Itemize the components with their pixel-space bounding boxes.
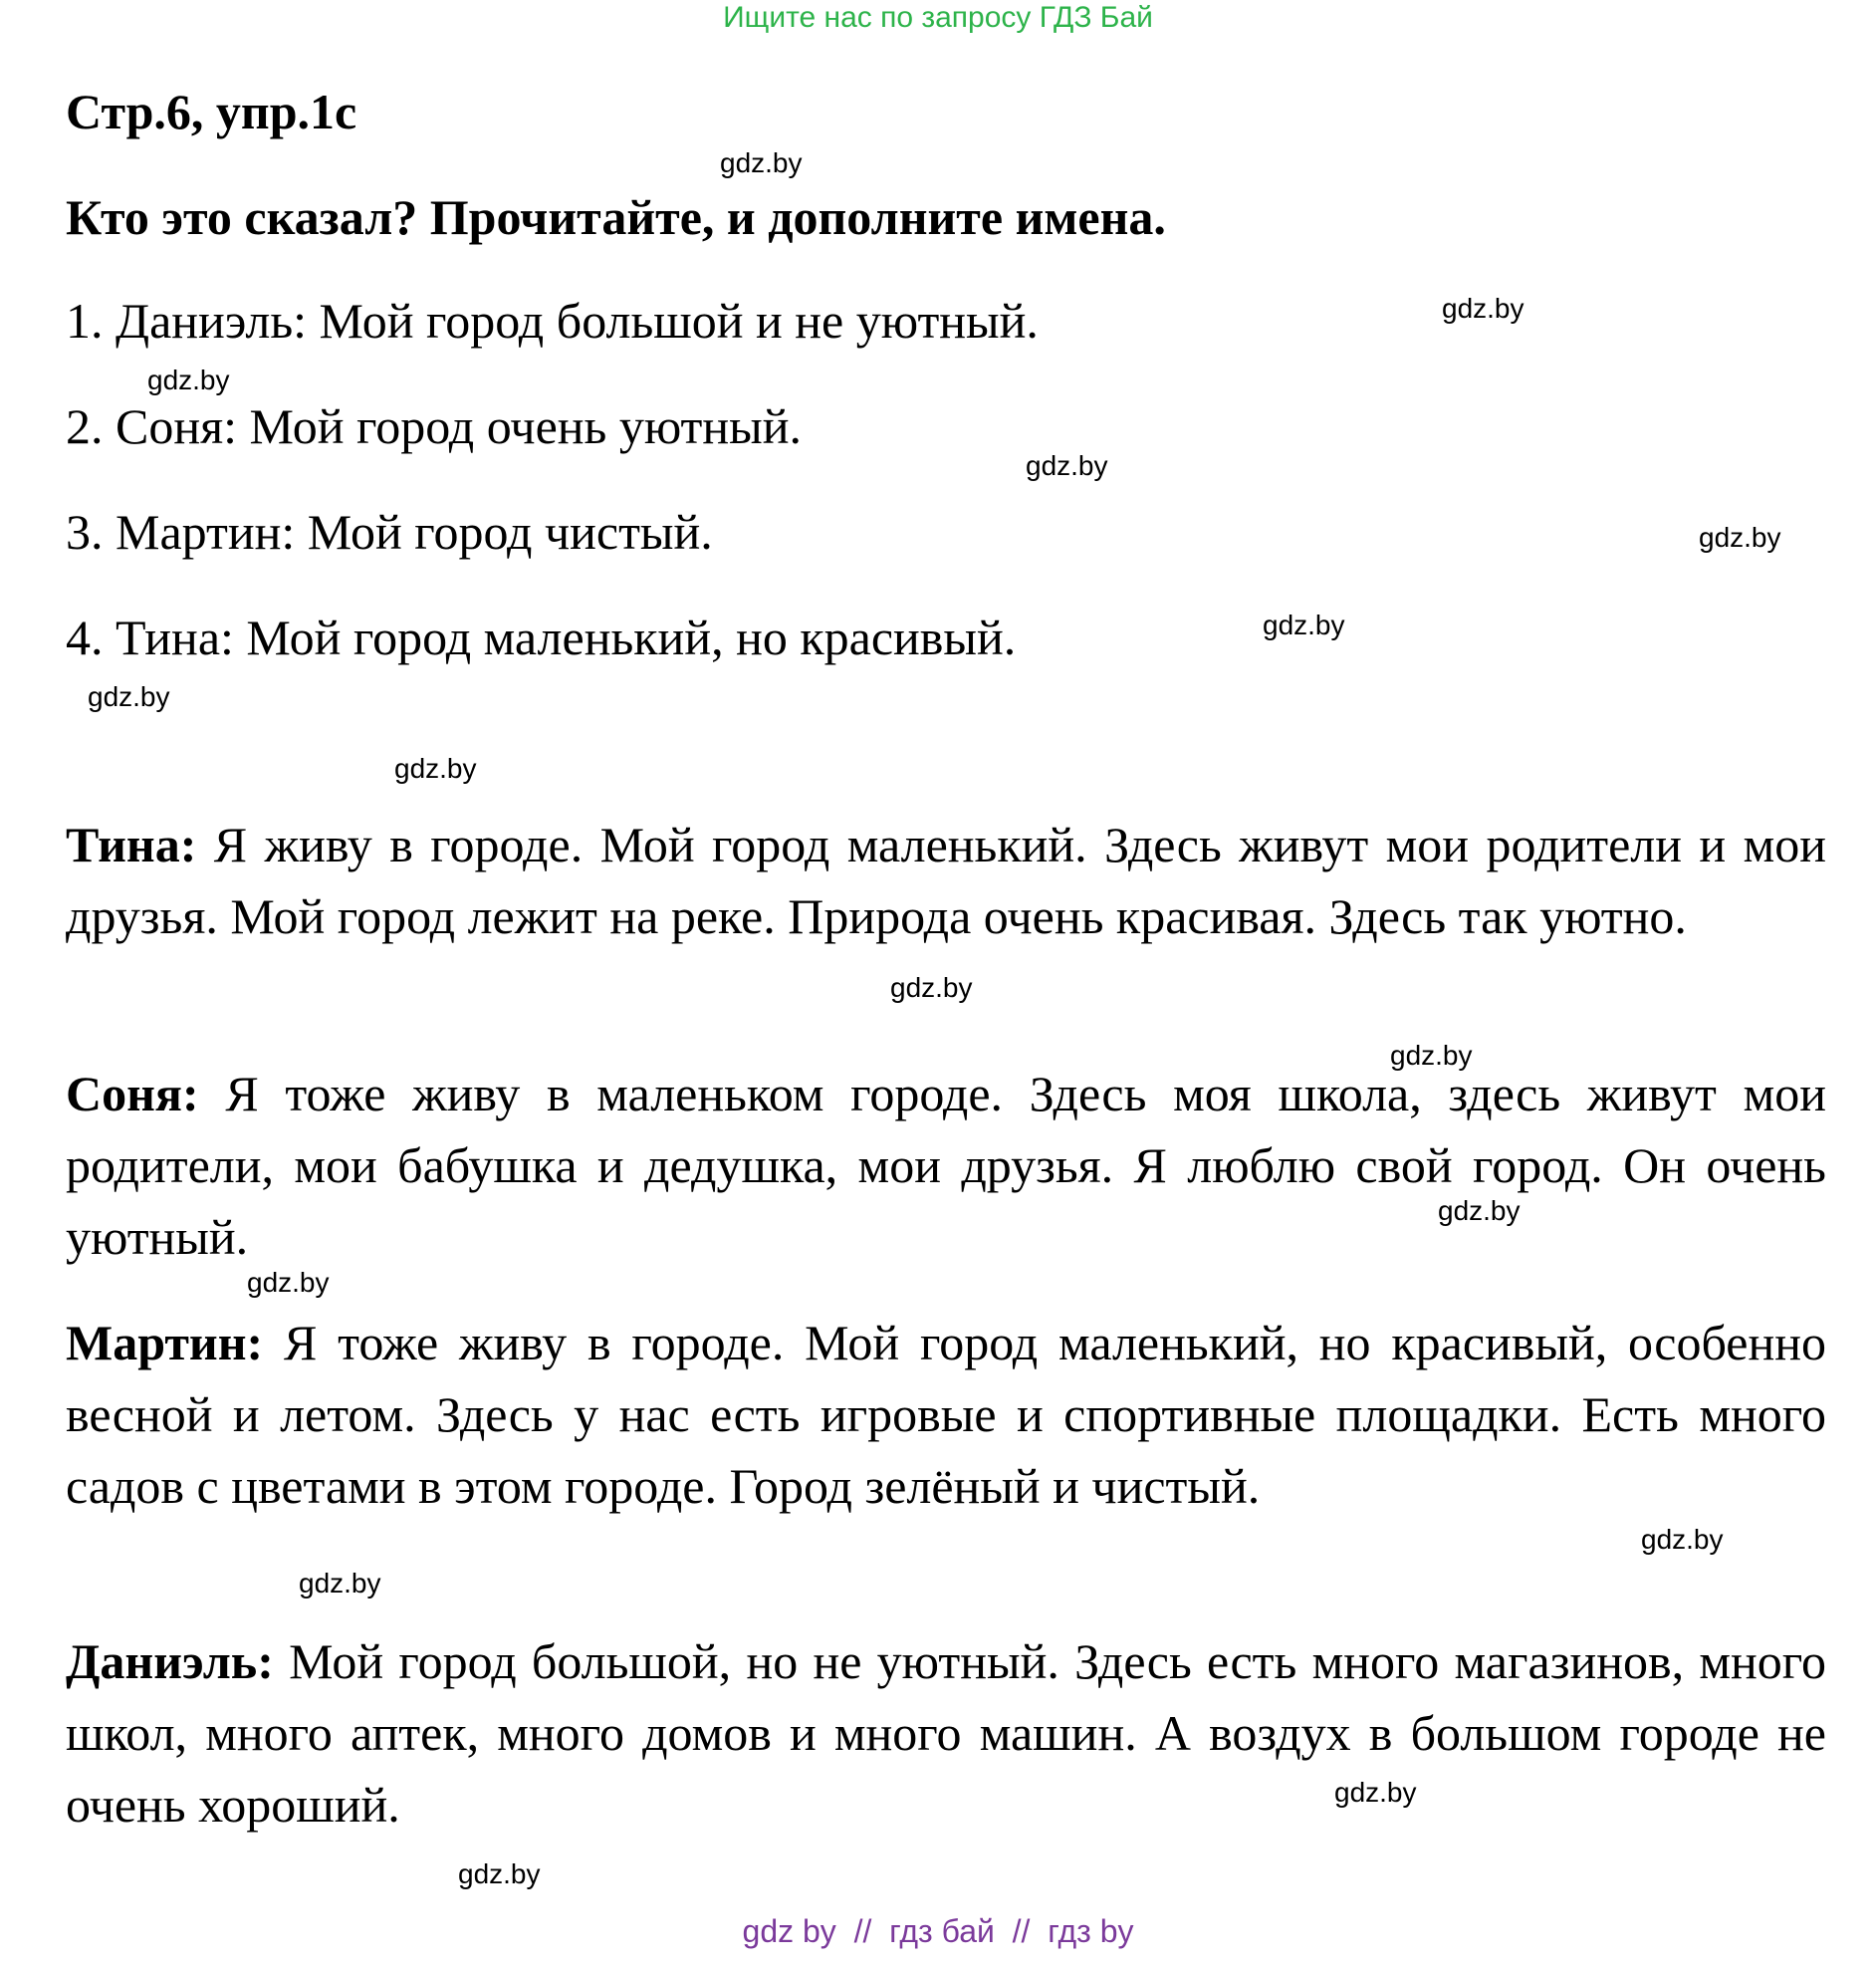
footer-links: gdz by // гдз бай // гдз by [742, 1913, 1134, 1949]
paragraph-daniel [66, 1625, 1826, 1841]
speaker-name: Мартин: [66, 1315, 264, 1370]
watermark: gdz.by [458, 1858, 541, 1889]
watermark: gdz.by [1334, 1777, 1417, 1808]
paragraph-martin [66, 1307, 1826, 1522]
watermark: gdz.by [147, 365, 230, 395]
watermark: gdz.by [1390, 1040, 1473, 1071]
top-banner: Ищите нас по запросу ГДЗ Бай [723, 1, 1153, 34]
paragraph-text: Я живу в городе. Мой город маленький. Здесь живут мои родители и мои друзья. Мой город лежит на реке. Природа очень красивая. Здесь так уютно. [66, 817, 1826, 944]
watermark: gdz.by [394, 753, 477, 784]
speaker-name: Тина: [66, 817, 197, 872]
watermark: gdz.by [720, 147, 803, 178]
exercise-title: Стр.6, упр.1c [66, 84, 357, 139]
watermark: gdz.by [1699, 522, 1781, 553]
answer-line-2: 2. Соня: Мой город очень уютный. [66, 398, 802, 454]
paragraph-text: Я тоже живу в городе. Мой город маленький, но красивый, особенно весной и летом. Здесь у нас есть игровые и спортивные площадки. Есть много садов с цветами в этом городе. Город зелёный и чистый. [66, 1315, 1826, 1514]
paragraph-text: Мой город большой, но не уютный. Здесь есть много магазинов, много школ, много аптек, много домов и много машин. А воздух в большом городе не очень хороший. [66, 1633, 1826, 1833]
answer-line-4: 4. Тина: Мой город маленький, но красивый. [66, 610, 1017, 665]
speaker-name: Даниэль: [66, 1633, 274, 1689]
paragraph-sonya [66, 1058, 1826, 1273]
watermark: gdz.by [1026, 450, 1108, 481]
watermark: gdz.by [247, 1267, 330, 1298]
watermark: gdz.by [1641, 1524, 1724, 1555]
watermark: gdz.by [1263, 610, 1345, 640]
answer-line-3: 3. Мартин: Мой город чистый. [66, 504, 713, 560]
watermark: gdz.by [88, 681, 170, 712]
speaker-name: Соня: [66, 1066, 199, 1121]
paragraph-tina [66, 809, 1826, 952]
watermark: gdz.by [1442, 293, 1524, 324]
watermark: gdz.by [890, 972, 973, 1003]
paragraph-text: Я тоже живу в маленьком городе. Здесь моя школа, здесь живут мои родители, мои бабушка и дедушка, мои друзья. Я люблю свой город. Он очень уютный. [66, 1066, 1826, 1265]
task-instruction: Кто это сказал? Прочитайте, и дополните имена. [66, 189, 1166, 245]
answer-line-1: 1. Даниэль: Мой город большой и не уютный. [66, 293, 1039, 349]
watermark: gdz.by [299, 1568, 381, 1599]
watermark: gdz.by [1438, 1195, 1521, 1226]
